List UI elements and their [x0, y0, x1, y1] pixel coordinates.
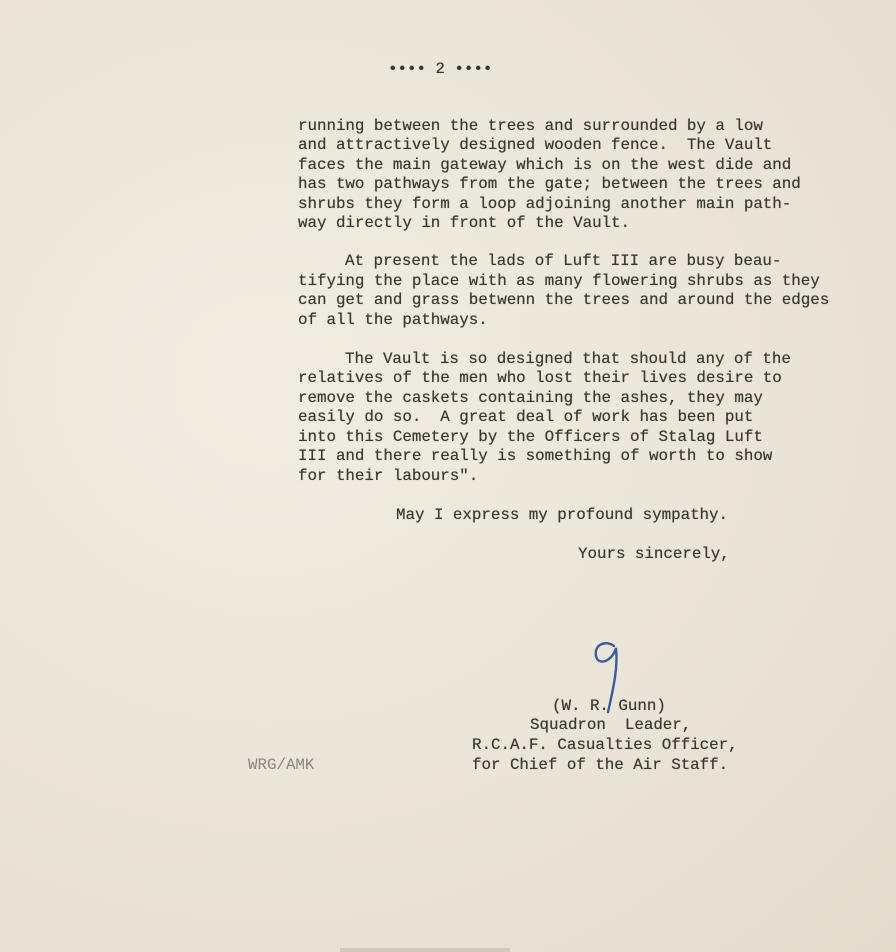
signatory-rank: Squadron Leader, — [530, 716, 692, 734]
reference-initials: WRG/AMK — [248, 756, 315, 774]
text-line: faces the main gateway which is on the west dide and — [298, 156, 792, 174]
signatory-position: R.C.A.F. Casualties Officer, — [472, 736, 738, 754]
text-line: remove the caskets containing the ashes, they may — [298, 389, 763, 407]
text-line: has two pathways from the gate; between the trees and — [298, 175, 801, 193]
sympathy-line: May I express my profound sympathy. — [396, 506, 729, 524]
bottom-edge-strip — [340, 948, 510, 952]
text-line: can get and grass betwenn the trees and around the edges — [298, 291, 830, 309]
text-line: way directly in front of the Vault. — [298, 214, 631, 232]
text-line: easily do so. A great deal of work has been put — [298, 408, 754, 426]
signatory-name: (W. R. Gunn) — [552, 697, 666, 715]
closing-line: Yours sincerely, — [578, 545, 730, 563]
text-line: shrubs they form a loop adjoining another main path- — [298, 195, 792, 213]
text-line: running between the trees and surrounded by a low — [298, 117, 763, 135]
text-line: The Vault is so designed that should any of the — [345, 350, 791, 368]
text-line: III and there really is something of worth to show — [298, 447, 773, 465]
text-line: for their labours". — [298, 467, 479, 485]
text-line: into this Cemetery by the Officers of Stalag Luft — [298, 428, 763, 446]
page-number-header: •••• 2 •••• — [388, 60, 493, 78]
text-line: and attractively designed wooden fence. The Vault — [298, 136, 773, 154]
text-line: of all the pathways. — [298, 311, 488, 329]
signatory-for-line: for Chief of the Air Staff. — [472, 756, 729, 774]
text-line: At present the lads of Luft III are busy beau- — [345, 252, 782, 270]
text-line: relatives of the men who lost their lives desire to — [298, 369, 782, 387]
text-line: tifying the place with as many flowering shrubs as they — [298, 272, 820, 290]
